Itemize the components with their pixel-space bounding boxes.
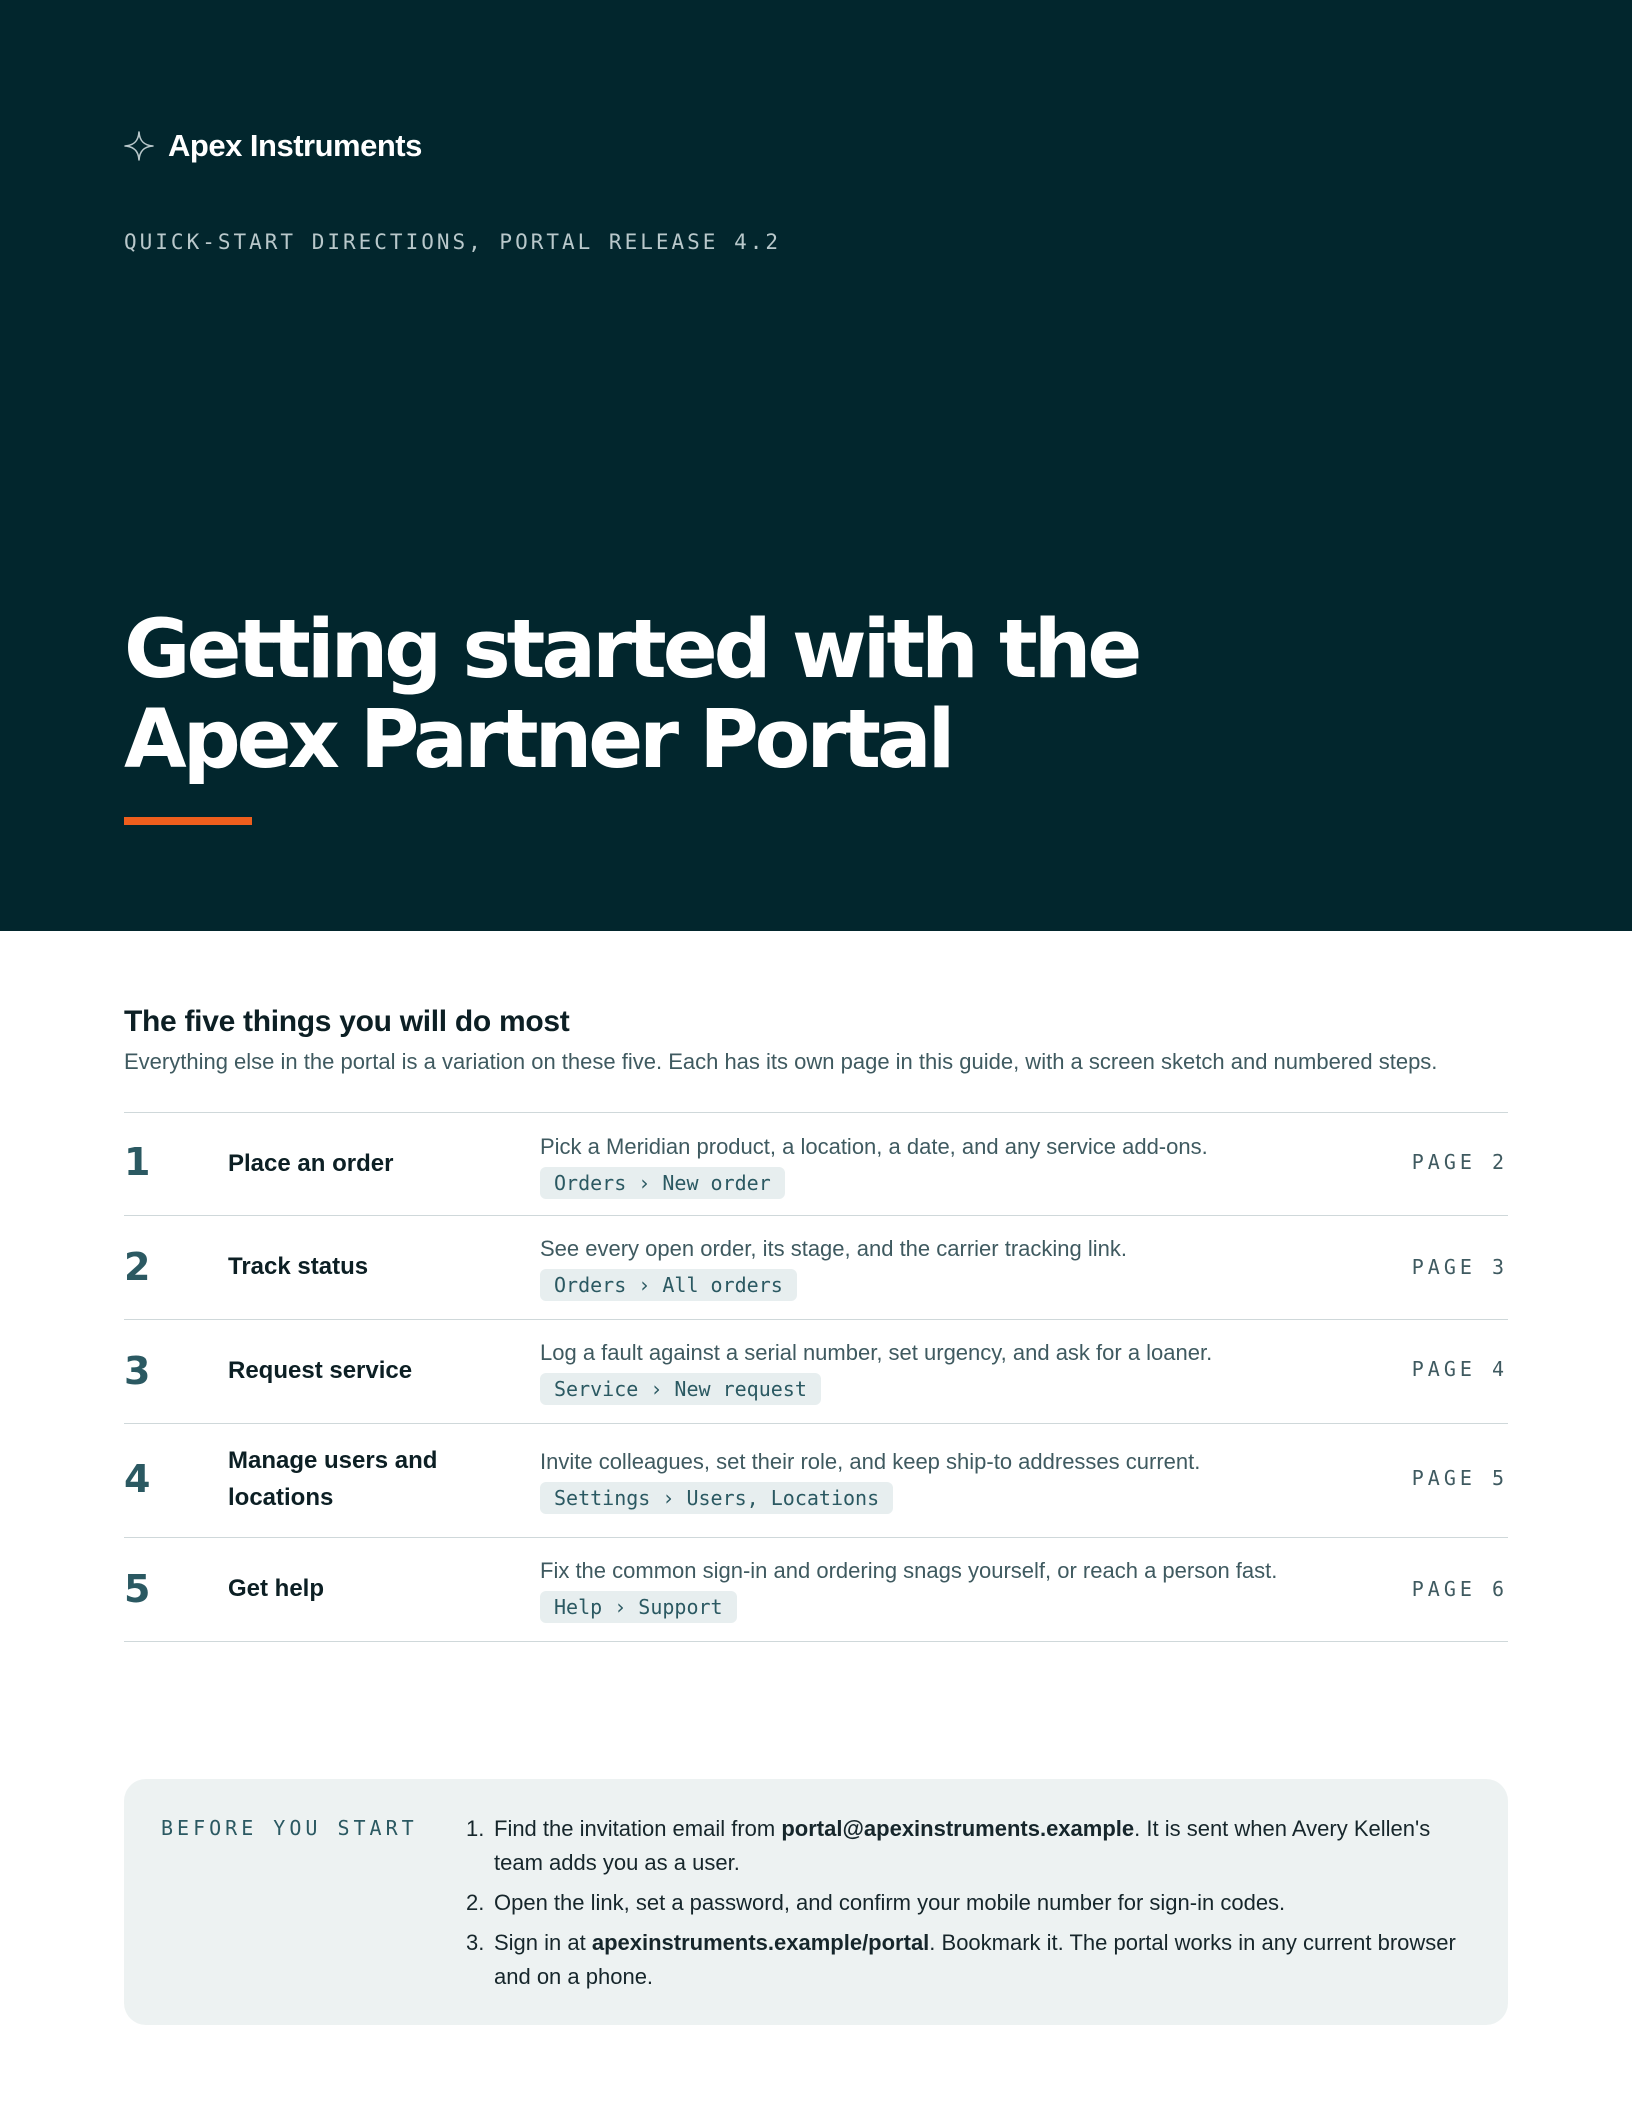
menu-path-badge: Settings › Users, Locations — [540, 1482, 893, 1514]
task-list — [124, 1112, 1508, 1642]
setup-step-number: 2. — [466, 1890, 485, 1915]
callout-label: BEFORE YOU START — [161, 1816, 418, 1840]
task-name: Get help — [228, 1575, 325, 1602]
tasks-section-header — [124, 1005, 1508, 1075]
task-name: Track status — [228, 1253, 369, 1280]
document-eyebrow: QUICK-START DIRECTIONS, PORTAL RELEASE 4.2 — [124, 230, 782, 254]
task-description-text: See every open order, its stage, and the carrier tracking link. — [540, 1236, 1127, 1261]
task-row-manage-users — [124, 1424, 1508, 1538]
task-number: 3 — [124, 1349, 151, 1393]
setup-step — [466, 1926, 1476, 1994]
page-title-line-1: Getting started with the — [124, 603, 1139, 697]
page-title — [124, 605, 1374, 785]
task-number: 1 — [124, 1140, 151, 1184]
menu-path-badge: Orders › New order — [540, 1167, 785, 1199]
task-number: 2 — [124, 1245, 151, 1289]
page-reference: PAGE 3 — [1411, 1255, 1508, 1279]
cover-header — [0, 0, 1632, 931]
setup-step-number: 3. — [466, 1930, 485, 1955]
setup-step-number: 1. — [466, 1816, 485, 1841]
task-description-text: Log a fault against a serial number, set urgency, and ask for a loaner. — [540, 1340, 1213, 1365]
page-reference: PAGE 5 — [1411, 1466, 1508, 1490]
page-reference: PAGE 4 — [1411, 1357, 1508, 1381]
setup-step-text: Open the link, set a password, and confirm your mobile number for sign-in codes. — [494, 1890, 1286, 1915]
task-number: 4 — [124, 1457, 151, 1501]
menu-path-badge: Service › New request — [540, 1373, 821, 1405]
task-description — [540, 1236, 1127, 1301]
task-description — [540, 1449, 1200, 1514]
task-name: Place an order — [228, 1150, 394, 1177]
task-description-text: Invite colleagues, set their role, and keep ship-to addresses current. — [540, 1449, 1201, 1474]
setup-step-text: . Bookmark it. The portal works in any current browser and on a phone. — [494, 1930, 1456, 1989]
task-description — [540, 1134, 1208, 1199]
task-name: Manage users and locations — [228, 1447, 438, 1511]
task-row-get-help — [124, 1538, 1508, 1642]
setup-step-text: Find the invitation email from — [494, 1816, 782, 1841]
task-description — [540, 1340, 1212, 1405]
task-description-text: Pick a Meridian product, a location, a date, and any service add-ons. — [540, 1134, 1208, 1159]
page-reference: PAGE 6 — [1411, 1577, 1508, 1601]
before-you-start-callout — [124, 1779, 1508, 2025]
brand — [124, 128, 422, 164]
task-name: Request service — [228, 1357, 413, 1384]
title-accent-rule — [124, 817, 252, 825]
portal-url: apexinstruments.example/portal — [591, 1930, 930, 1955]
task-row-place-order — [124, 1113, 1508, 1216]
setup-step-text: Sign in at — [494, 1930, 592, 1955]
setup-step-text: . It is sent when Avery Kellen's team adds you as a user. — [494, 1816, 1431, 1875]
section-title: The five things you will do most — [124, 1005, 570, 1038]
page-reference: PAGE 2 — [1411, 1150, 1508, 1174]
section-subtitle: Everything else in the portal is a variation on these five. Each has its own page in this guide, with a screen sketch and numbered steps. — [124, 1049, 1438, 1074]
task-row-track-status — [124, 1216, 1508, 1320]
invitation-email-address: portal@apexinstruments.example — [781, 1816, 1135, 1841]
menu-path-badge: Help › Support — [540, 1591, 737, 1623]
task-description — [540, 1558, 1277, 1623]
four-point-star-icon — [124, 131, 154, 161]
brand-name: Apex Instruments — [168, 128, 422, 163]
task-row-request-service — [124, 1320, 1508, 1424]
setup-step — [466, 1812, 1476, 1880]
menu-path-badge: Orders › All orders — [540, 1269, 797, 1301]
setup-step — [466, 1886, 1476, 1920]
page-title-line-2: Apex Partner Portal — [124, 693, 952, 787]
setup-steps-list — [466, 1812, 1476, 2000]
task-number: 5 — [124, 1567, 151, 1611]
task-description-text: Fix the common sign-in and ordering snags yourself, or reach a person fast. — [540, 1558, 1278, 1583]
